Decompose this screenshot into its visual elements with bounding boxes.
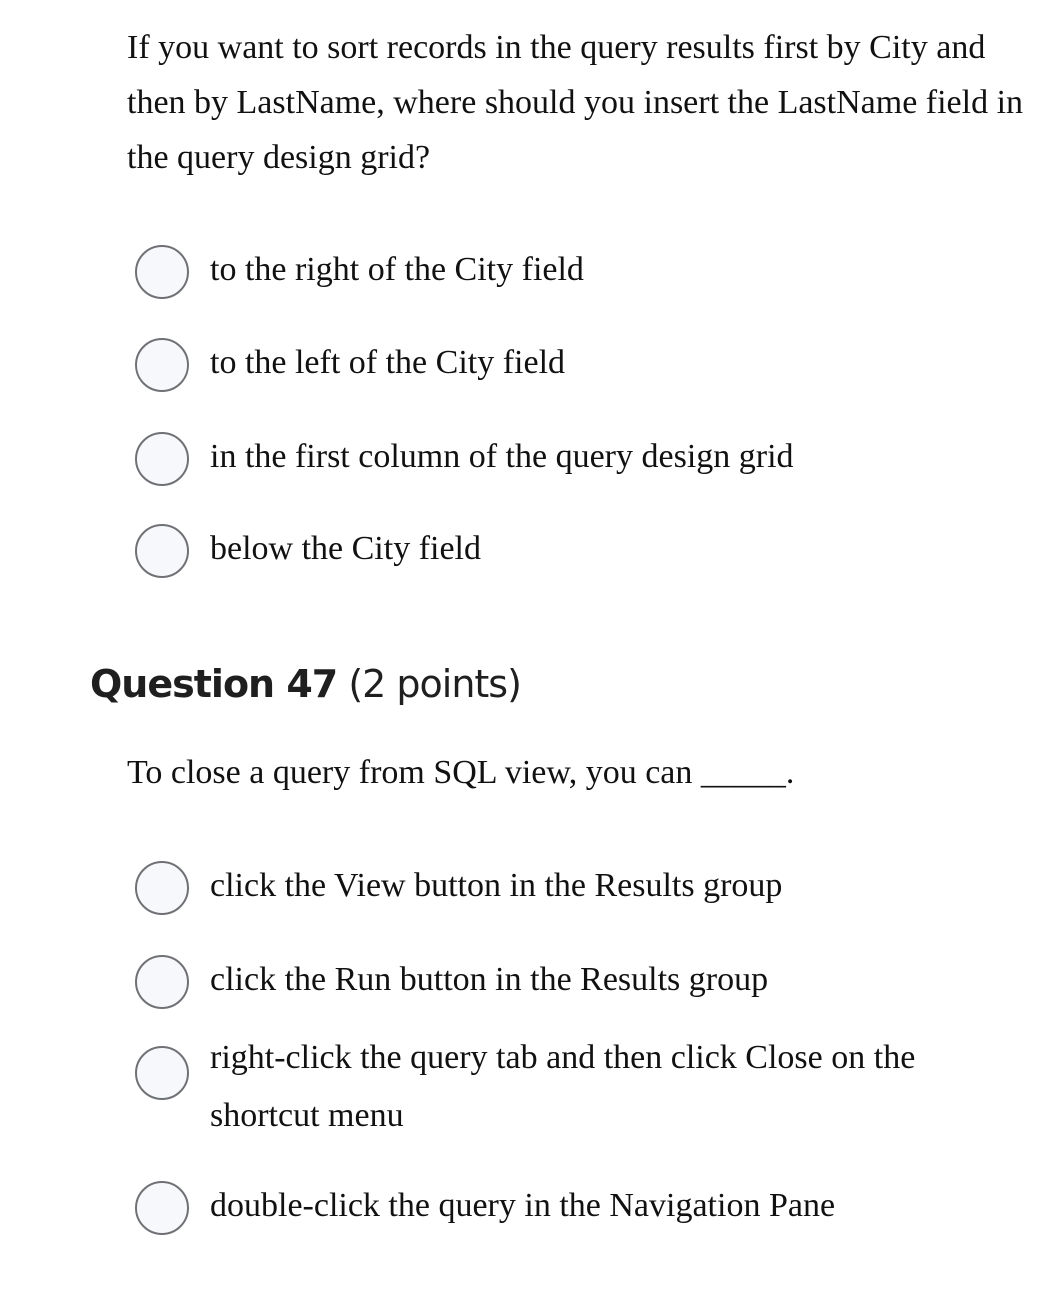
question-46-prompt: If you want to sort records in the query results first by City and then by LastName, where should you insert the LastName field in the query design grid? (127, 29, 1024, 176)
question-number: Question 47 (90, 662, 338, 706)
radio-button[interactable] (135, 524, 189, 578)
option-label: click the View button in the Results group (210, 867, 783, 904)
q46-option-3[interactable] (135, 432, 980, 486)
option-label: click the Run button in the Results group (210, 961, 769, 998)
question-47-heading (90, 662, 521, 706)
q46-option-1[interactable] (135, 245, 980, 299)
q47-option-3[interactable] (135, 1039, 970, 1145)
option-label: below the City field (210, 530, 482, 567)
option-label: right-click the query tab and then click Close on the shortcut menu (210, 1039, 916, 1134)
question-47-prompt: To close a query from SQL view, you can _____. (127, 754, 795, 791)
radio-button[interactable] (135, 245, 189, 299)
q47-option-4[interactable] (135, 1181, 980, 1235)
radio-button[interactable] (135, 861, 189, 915)
radio-button[interactable] (135, 955, 189, 1009)
q47-option-2[interactable] (135, 955, 980, 1009)
option-label: to the right of the City field (210, 251, 584, 288)
q46-option-4[interactable] (135, 524, 980, 578)
option-label: in the first column of the query design grid (210, 438, 794, 475)
radio-button[interactable] (135, 1181, 189, 1235)
question-points: (2 points) (348, 662, 521, 706)
radio-button[interactable] (135, 1046, 189, 1100)
q46-option-2[interactable] (135, 338, 980, 392)
radio-button[interactable] (135, 338, 189, 392)
option-label: double-click the query in the Navigation Pane (210, 1187, 836, 1224)
option-label: to the left of the City field (210, 344, 566, 381)
radio-button[interactable] (135, 432, 189, 486)
q47-option-1[interactable] (135, 861, 980, 915)
